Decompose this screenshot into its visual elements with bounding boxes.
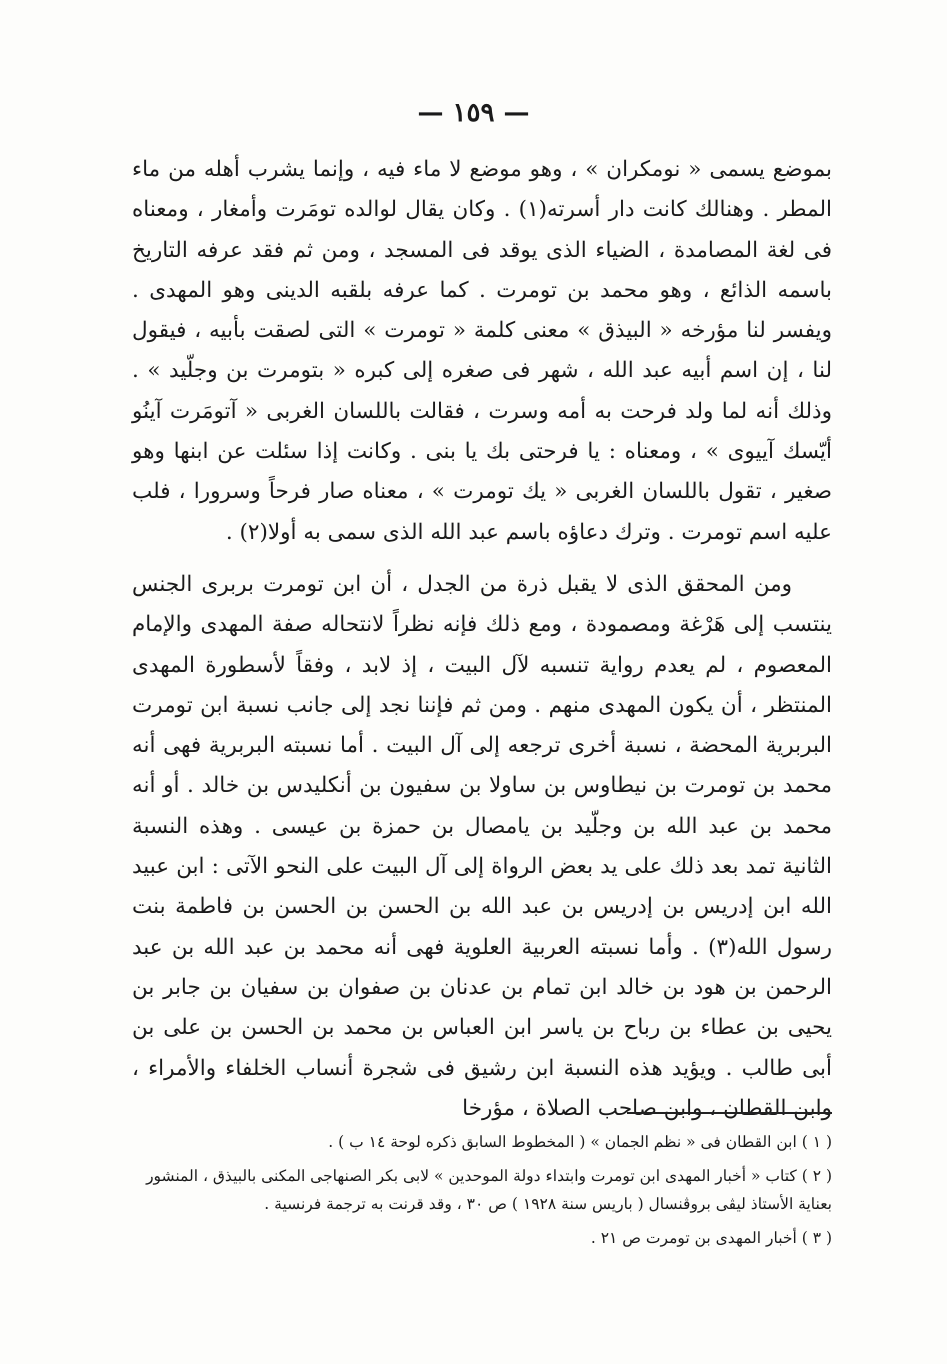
footnotes [132, 1128, 832, 1258]
paragraph-1: بموضع يسمى « نومكران » ، وهو موضع لا ماء فيه ، وإنما يشرب أهله من ماء المطر . وهنالك كانت دار أسرته(١) . وكان يقال لوالده تومَرت وأمغار ، ومعناه فى لغة المصامدة ، الضياء الذى يوقد فى المسجد ، ومن ثم فقد عرفه التاريخ باسمه الذائع ، وهو محمد بن تومرت . كما عرفه بلقبه الدينى وهو المهدى . ويفسر لنا مؤرخه « البيذق » معنى كلمة « تومرت » التى لصقت بأبيه ، فيقول لنا ، إن اسم أبيه عبد الله ، شهر فى صغره إلى كبره « بتومرت بن وجلّيد » . وذلك أنه لما ولد فرحت به أمه وسرت ، فقالت باللسان الغربى « آتومَرت آينُو أيّسك آييوى » ، ومعناه : يا فرحتى بك يا بنى . وكانت إذا سئلت عن ابنها وهو صغير ، تقول باللسان الغربى « يك تومرت » ، معناه صار فرحاً وسرورا ، فلب عليه اسم تومرت . وترك دعاؤه باسم عبد الله الذى سمى به أولا(٢) . [132, 157, 832, 545]
footnote-3: ( ٣ ) أخبار المهدى بن تومرت ص ٢١ . [590, 1229, 832, 1247]
footnote-divider [627, 1112, 832, 1114]
footnote-2: ( ٢ ) كتاب « أخبار المهدى ابن تومرت وابتداء دولة الموحدين » لابى بكر الصنهاجى المكنى بالبيذق ، المنشور بعناية الأستاذ ليڤى بروڤنسال ( باريس سنة ١٩٢٨ ) ص ٣٠ ، وقد قرنت به ترجمة فرنسية . [146, 1167, 832, 1213]
footnote-1: ( ١ ) ابن القطان فى « نظم الجمان » ( المخطوط السابق ذكره لوحة ١٤ ب ) . [328, 1133, 832, 1151]
body-text [132, 150, 832, 1129]
page-number: — ١٥٩ — [417, 98, 530, 128]
paragraph-2: ومن المحقق الذى لا يقبل ذرة من الجدل ، أن ابن تومرت بربرى الجنس ينتسب إلى هَرْغة ومصمودة ، ومع ذلك فإنه نظراً لانتحاله صفة المهدى والإمام المعصوم ، لم يعدم رواية تنسبه لآل البيت ، إذ لابد ، وفقاً لأسطورة المهدى المنتظر ، أن يكون المهدى منهم . ومن ثم فإننا نجد إلى جانب نسبة ابن تومرت البربرية المحضة ، نسبة أخرى ترجعه إلى آل البيت . أما نسبته البربرية فهى أنه محمد بن تومرت بن نيطاوس بن ساولا بن سفيون بن أنكليدس بن خالد . أو أنه محمد بن عبد الله بن وجلّيد بن يامصال بن حمزة بن عيسى . وهذه النسبة الثانية تمد بعد ذلك على يد بعض الرواة إلى آل البيت على النحو الآتى : ابن عبيد الله ابن إدريس بن إدريس بن عبد الله بن الحسن بن الحسن بن فاطمة بنت رسول الله(٣) . وأما نسبته العربية العلوية فهى أنه محمد بن عبد الله بن عبد الرحمن بن هود بن خالد ابن تمام بن عدنان بن صفوان بن سفيان بن جابر بن يحيى بن عطاء بن رباح بن ياسر ابن العباس بن محمد بن الحسن بن على بن أبى طالب . ويؤيد هذه النسبة ابن رشيق فى شجرة أنساب الخلفاء والأمراء ، وابن القطان ، وابن صاحب الصلاة ، مؤرخا [132, 571, 832, 1121]
